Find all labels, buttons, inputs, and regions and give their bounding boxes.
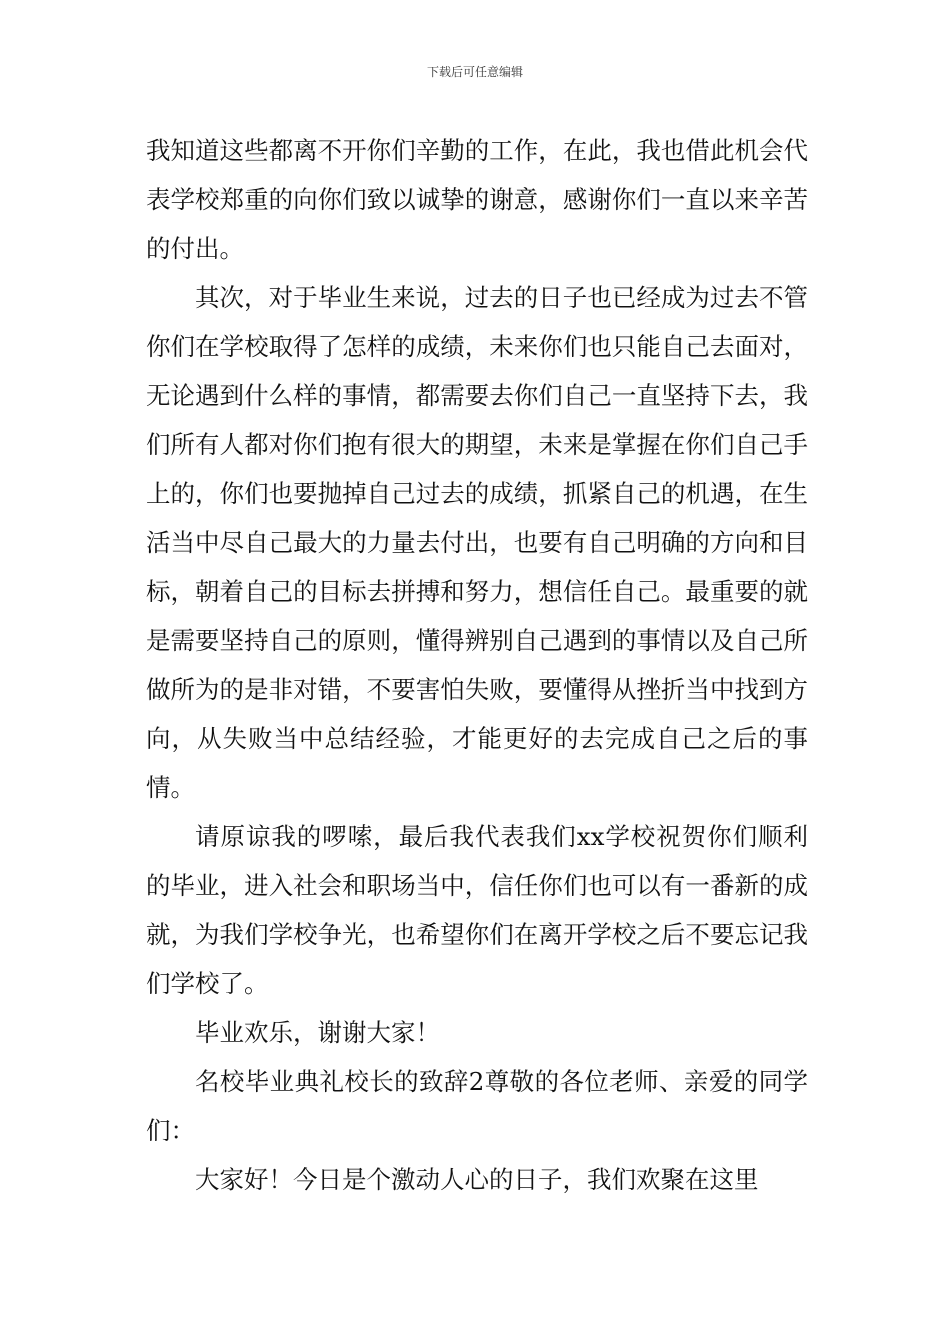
paragraph-4: 毕业欢乐，谢谢大家！ bbox=[195, 1018, 440, 1047]
page-header: 下载后可任意编辑 bbox=[426, 65, 523, 79]
paragraph-6: 大家好！今日是个激动人心的日子，我们欢聚在这里 bbox=[195, 1165, 759, 1194]
paragraph-1: 我知道这些都离不开你们辛勤的工作，在此，我也借此机会代表学校郑重的向你们致以诚挚的谢意，感谢你们一直以来辛苦的付出。 bbox=[146, 136, 808, 263]
paragraph-2: 其次，对于毕业生来说，过去的日子也已经成为过去不管你们在学校取得了怎样的成绩，未来你们也只能自己去面对，无论遇到什么样的事情，都需要去你们自己一直坚持下去，我们所有人都对你们抱有很大的期望，未来是掌握在你们自己手上的，你们也要抛掉自己过去的成绩，抓紧自己的机遇，在生活当中尽自己最大的力量去付出，也要有自己明确的方向和目标，朝着自己的目标去拼搏和努力，想信任自己。最重要的就是需要坚持自己的原则，懂得辨别自己遇到的事情以及自己所做所为的是非对错，不要害怕失败，要懂得从挫折当中找到方向，从失败当中总结经验，才能更好的去完成自己之后的事情。 bbox=[146, 283, 808, 802]
document-body bbox=[146, 126, 808, 1204]
paragraph-3: 请原谅我的啰嗦，最后我代表我们xx学校祝贺你们顺利的毕业，进入社会和职场当中，信任你们也可以有一番新的成就，为我们学校争光，也希望你们在离开学校之后不要忘记我们学校了。 bbox=[146, 822, 808, 998]
paragraph-5: 名校毕业典礼校长的致辞2尊敬的各位老师、亲爱的同学们： bbox=[146, 1067, 808, 1145]
